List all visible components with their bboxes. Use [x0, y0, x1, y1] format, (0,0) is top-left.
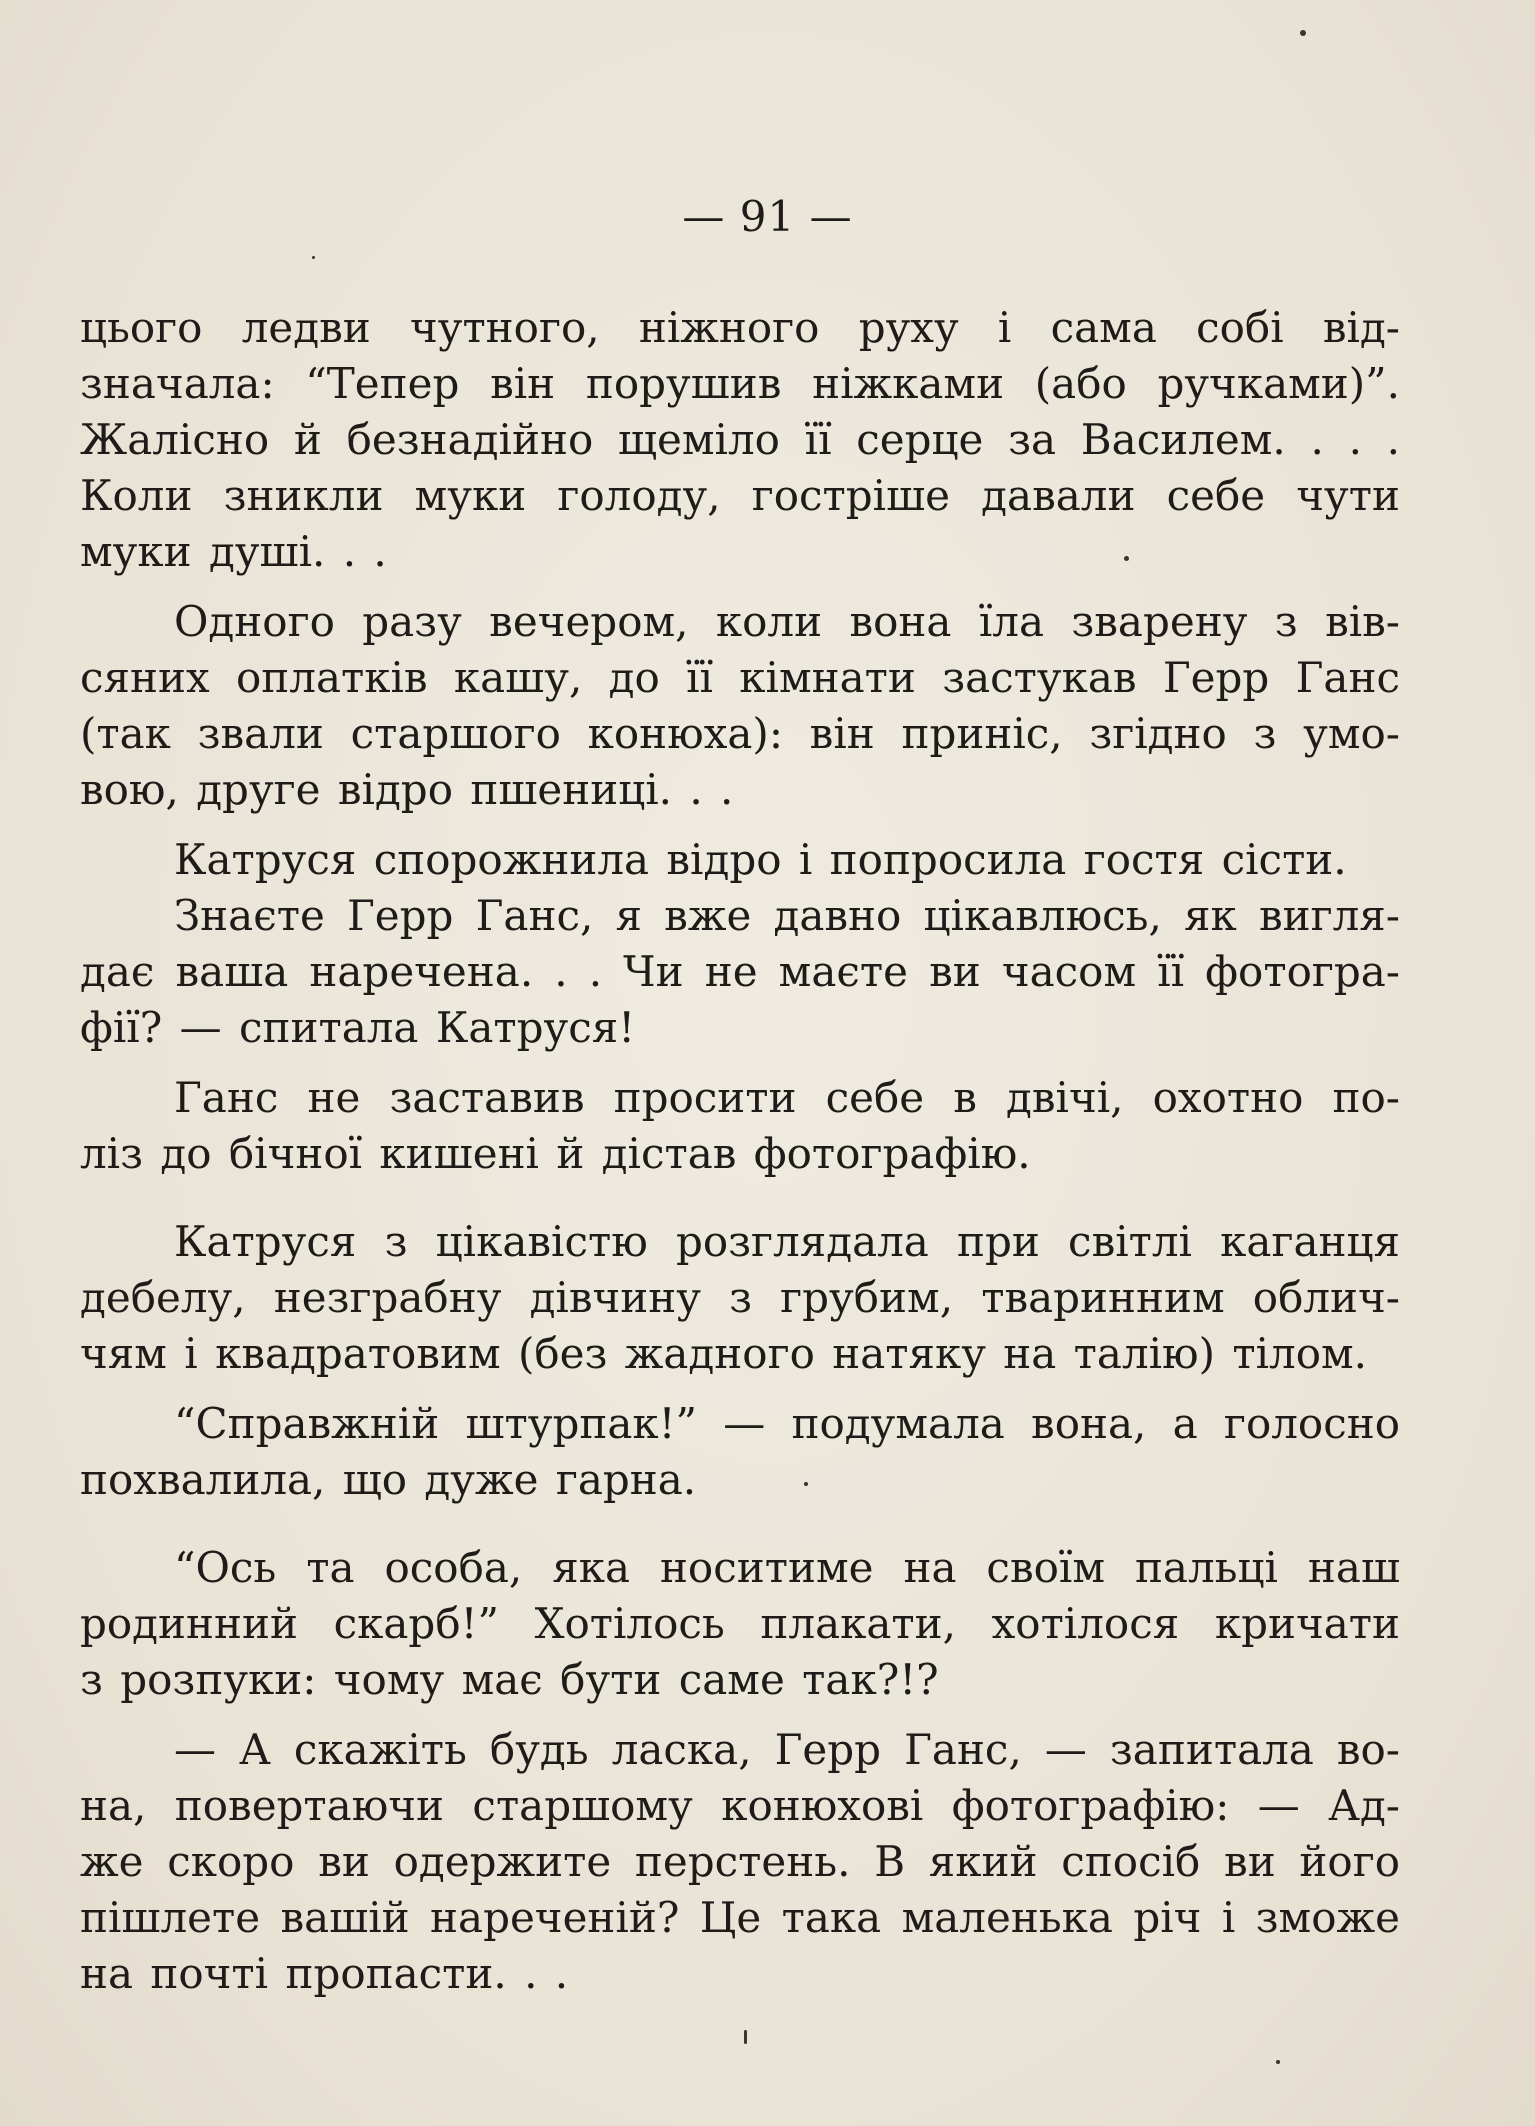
- paper-speck: [312, 256, 315, 259]
- text-line: (так звали старшого конюха): він приніс, згідно з умо-: [80, 709, 1400, 758]
- text-line: “Ось та особа, яка носитиме на своїм пальці наш: [174, 1543, 1400, 1592]
- paper-speck: [1300, 30, 1306, 36]
- text-line: на, повертаючи старшому конюхові фотографію: — Ад-: [80, 1781, 1400, 1830]
- text-line: Жалісно й безнадійно щеміло її серце за Василем. . . .: [80, 415, 1400, 464]
- text-line: — А скажіть будь ласка, Герр Ганс, — запитала во-: [174, 1725, 1400, 1774]
- text-line: дебелу, незграбну дівчину з грубим, тваринним облич-: [80, 1273, 1400, 1322]
- text-line: вою, друге відро пшениці. . .: [80, 765, 734, 814]
- paragraph: [80, 832, 1400, 888]
- paragraph: [80, 1396, 1400, 1508]
- paper-speck: [1124, 556, 1129, 561]
- text-line: чям і квадратовим (без жадного натяку на талію) тілом.: [80, 1329, 1368, 1378]
- text-line: з розпуки: чому має бути саме так?!?: [80, 1655, 939, 1704]
- text-line: дає ваша наречена. . . Чи не маєте ви часом її фотогра-: [80, 947, 1400, 996]
- paragraph: [80, 300, 1400, 580]
- text-line: Одного разу вечером, коли вона їла зварену з вів-: [174, 597, 1400, 646]
- text-line: сяних оплатків кашу, до її кімнати застукав Герр Ганс: [80, 653, 1400, 702]
- text-line: Катруся з цікавістю розглядала при світлі каганця: [174, 1217, 1400, 1266]
- text-line: муки душі. . .: [80, 527, 387, 576]
- paper-speck: [744, 2030, 747, 2044]
- text-line: Знаєте Герр Ганс, я вже давно цікавлюсь, як вигля-: [174, 891, 1400, 940]
- body-text: [80, 300, 1400, 2016]
- text-line: ліз до бічної кишені й дістав фотографію.: [80, 1129, 1031, 1178]
- paragraph: [80, 1070, 1400, 1182]
- paragraph: [80, 594, 1400, 818]
- text-line: Катруся спорожнила відро і попросила гостя сісти.: [174, 835, 1347, 884]
- text-line: похвалила, що дуже гарна.: [80, 1455, 697, 1504]
- text-line: Коли зникли муки голоду, гостріше давали себе чути: [80, 471, 1400, 520]
- paragraph: [80, 1722, 1400, 2002]
- text-line: фії? — спитала Катруся!: [80, 1003, 636, 1052]
- paragraph: [80, 888, 1400, 1056]
- text-line: же скоро ви одержите перстень. В який спосіб ви його: [80, 1837, 1400, 1886]
- paper-speck: [1276, 2060, 1280, 2064]
- text-line: родинний скарб!” Хотілось плакати, хотілося кричати: [80, 1599, 1400, 1648]
- page-number: — 91 —: [682, 192, 853, 241]
- text-line: значала: “Тепер він порушив ніжками (або ручками)”.: [80, 359, 1400, 408]
- paragraph: [80, 1214, 1400, 1382]
- text-line: на почті пропасти. . .: [80, 1949, 569, 1998]
- text-line: “Справжній штурпак!” — подумала вона, а голосно: [174, 1399, 1400, 1448]
- paragraph: [80, 1540, 1400, 1708]
- text-line: пішлете вашій нареченій? Це така маленька річ і зможе: [80, 1893, 1400, 1942]
- text-line: Ганс не заставив просити себе в двічі, охотно по-: [174, 1073, 1400, 1122]
- text-line: цього ледви чутного, ніжного руху і сама собі від-: [80, 303, 1400, 352]
- paper-speck: [804, 1482, 808, 1486]
